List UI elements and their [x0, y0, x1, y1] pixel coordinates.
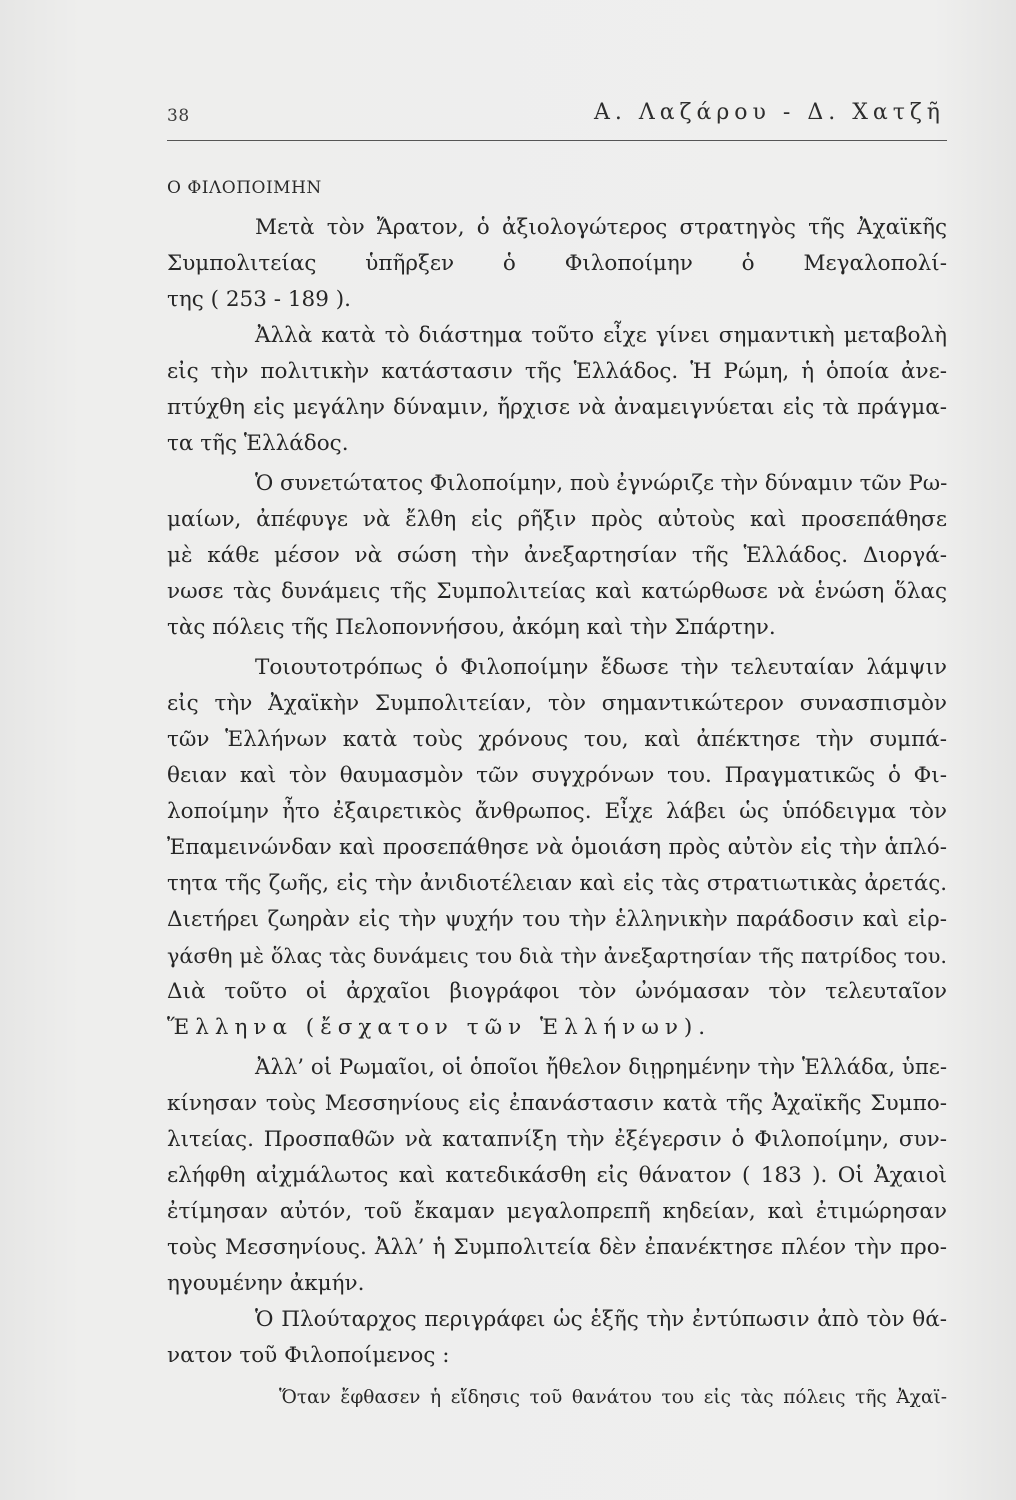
text-line: Ἕλληνα (ἔσχατον τῶν Ἑλλήνων).: [167, 1015, 712, 1040]
text-line: εἰς τὴν πολιτικὴν κατάστασιν τῆς Ἑλλάδος. Ἡ Ρώμη, ἡ ὁποία ἀνε-: [167, 359, 947, 384]
text-line: Διετήρει ζωηρὰν εἰς τὴν ψυχήν του τὴν ἑλληνικὴν παράδοσιν καὶ εἰρ-: [167, 907, 947, 932]
text-line: της ( 253 - 189 ).: [167, 287, 351, 312]
text-line: μαίων, ἀπέφυγε νὰ ἔλθη εἰς ρῆξιν πρὸς αὐτοὺς καὶ προσεπάθησε: [167, 507, 947, 532]
text-line: τοὺς Μεσσηνίους. Ἀλλ’ ἡ Συμπολιτεία δὲν ἐπανέκτησε πλέον τὴν προ-: [167, 1235, 947, 1260]
text-line: ηγουμένην ἀκμήν.: [167, 1271, 365, 1296]
text-line: Ἐπαμεινώνδαν καὶ προσεπάθησε νὰ ὁμοιάση πρὸς αὐτὸν εἰς τὴν ἁπλό-: [167, 835, 947, 860]
text-line: εἰς τὴν Ἀχαϊκὴν Συμπολιτείαν, τὸν σημαντικώτερον συνασπισμὸν: [167, 691, 947, 716]
text-line: λοποίμην ἦτο ἐξαιρετικὸς ἄνθρωπος. Εἶχε λάβει ὡς ὑπόδειγμα τὸν: [167, 799, 947, 824]
text-line: τὰς πόλεις τῆς Πελοποννήσου, ἀκόμη καὶ τὴν Σπάρτην.: [167, 615, 776, 640]
text-line: νωσε τὰς δυνάμεις τῆς Συμπολιτείας καὶ κατώρθωσε νὰ ἑνώση ὅλας: [167, 579, 947, 604]
text-line: Ἀλλ’ οἱ Ρωμαῖοι, οἱ ὁποῖοι ἤθελον διῃρημένην τὴν Ἑλλάδα, ὑπε-: [255, 1055, 947, 1080]
text-line: ἐτίμησαν αὐτόν, τοῦ ἔκαμαν μεγαλοπρεπῆ κηδείαν, καὶ ἐτιμώρησαν: [167, 1199, 947, 1224]
text-line: κίνησαν τοὺς Μεσσηνίους εἰς ἐπανάστασιν κατὰ τῆς Ἀχαϊκῆς Συμπο-: [167, 1091, 947, 1116]
text-line: Μετὰ τὸν Ἄρατον, ὁ ἀξιολογώτερος στρατηγὸς τῆς Ἀχαϊκῆς: [255, 215, 947, 240]
text-line: Διὰ τοῦτο οἱ ἀρχαῖοι βιογράφοι τὸν ὠνόμασαν τὸν τελευταῖον: [167, 979, 947, 1004]
text-line: μὲ κάθε μέσον νὰ σώση τὴν ἀνεξαρτησίαν τῆς Ἑλλάδος. Διοργά-: [167, 543, 947, 568]
text-line: Ὁ συνετώτατος Φιλοποίμην, ποὺ ἐγνώριζε τὴν δύναμιν τῶν Ρω-: [255, 471, 948, 496]
text-line: θειαν καὶ τὸν θαυμασμὸν τῶν συγχρόνων του. Πραγματικῶς ὁ Φι-: [167, 763, 947, 788]
text-line: τα τῆς Ἑλλάδος.: [167, 431, 349, 456]
page-header: [167, 96, 947, 136]
text-line: Ὁ Πλούταρχος περιγράφει ὡς ἑξῆς τὴν ἐντύπωσιν ἀπὸ τὸν θά-: [255, 1307, 947, 1332]
text-line: τητα τῆς ζωῆς, εἰς τὴν ἀνιδιοτέλειαν καὶ εἰς τὰς στρατιωτικὰς ἀρετάς.: [167, 871, 947, 896]
page-number: 38: [167, 106, 190, 126]
text-line: Τοιουτοτρόπως ὁ Φιλοποίμην ἔδωσε τὴν τελευταίαν λάμψιν: [255, 655, 947, 680]
text-line: Συμπολιτείας ὑπῆρξεν ὁ Φιλοποίμην ὁ Μεγαλοπολί-: [167, 251, 947, 276]
quote-line: Ὅταν ἔφθασεν ἡ εἴδησις τοῦ θανάτου του εἰς τὰς πόλεις τῆς Ἀχαϊ-: [279, 1387, 947, 1408]
text-line: τῶν Ἑλλήνων κατὰ τοὺς χρόνους του, καὶ ἀπέκτησε τὴν συμπά-: [167, 727, 947, 752]
text-line: γάσθη μὲ ὅλας τὰς δυνάμεις του διὰ τὴν ἀνεξαρτησίαν τῆς πατρίδος του.: [167, 944, 947, 968]
text-line: πτύχθη εἰς μεγάλην δύναμιν, ἤρχισε νὰ ἀναμειγνύεται εἰς τὰ πράγμα-: [167, 395, 947, 420]
text-line: λιτείας. Προσπαθῶν νὰ καταπνίξη τὴν ἐξέγερσιν ὁ Φιλοποίμην, συν-: [167, 1127, 947, 1152]
text-line: Ἀλλὰ κατὰ τὸ διάστημα τοῦτο εἶχε γίνει σημαντικὴ μεταβολὴ: [255, 323, 947, 348]
running-head-authors: Α. Λαζάρου - Δ. Χατζῆ: [593, 100, 945, 125]
section-title: Ο ΦΙΛΟΠΟΙΜΗΝ: [167, 178, 322, 198]
text-line: ελήφθη αἰχμάλωτος καὶ κατεδικάσθη εἰς θάνατον ( 183 ). Οἱ Ἀχαιοὶ: [167, 1163, 947, 1188]
header-rule: [167, 140, 947, 141]
text-line: νατον τοῦ Φιλοποίμενος :: [167, 1343, 450, 1368]
